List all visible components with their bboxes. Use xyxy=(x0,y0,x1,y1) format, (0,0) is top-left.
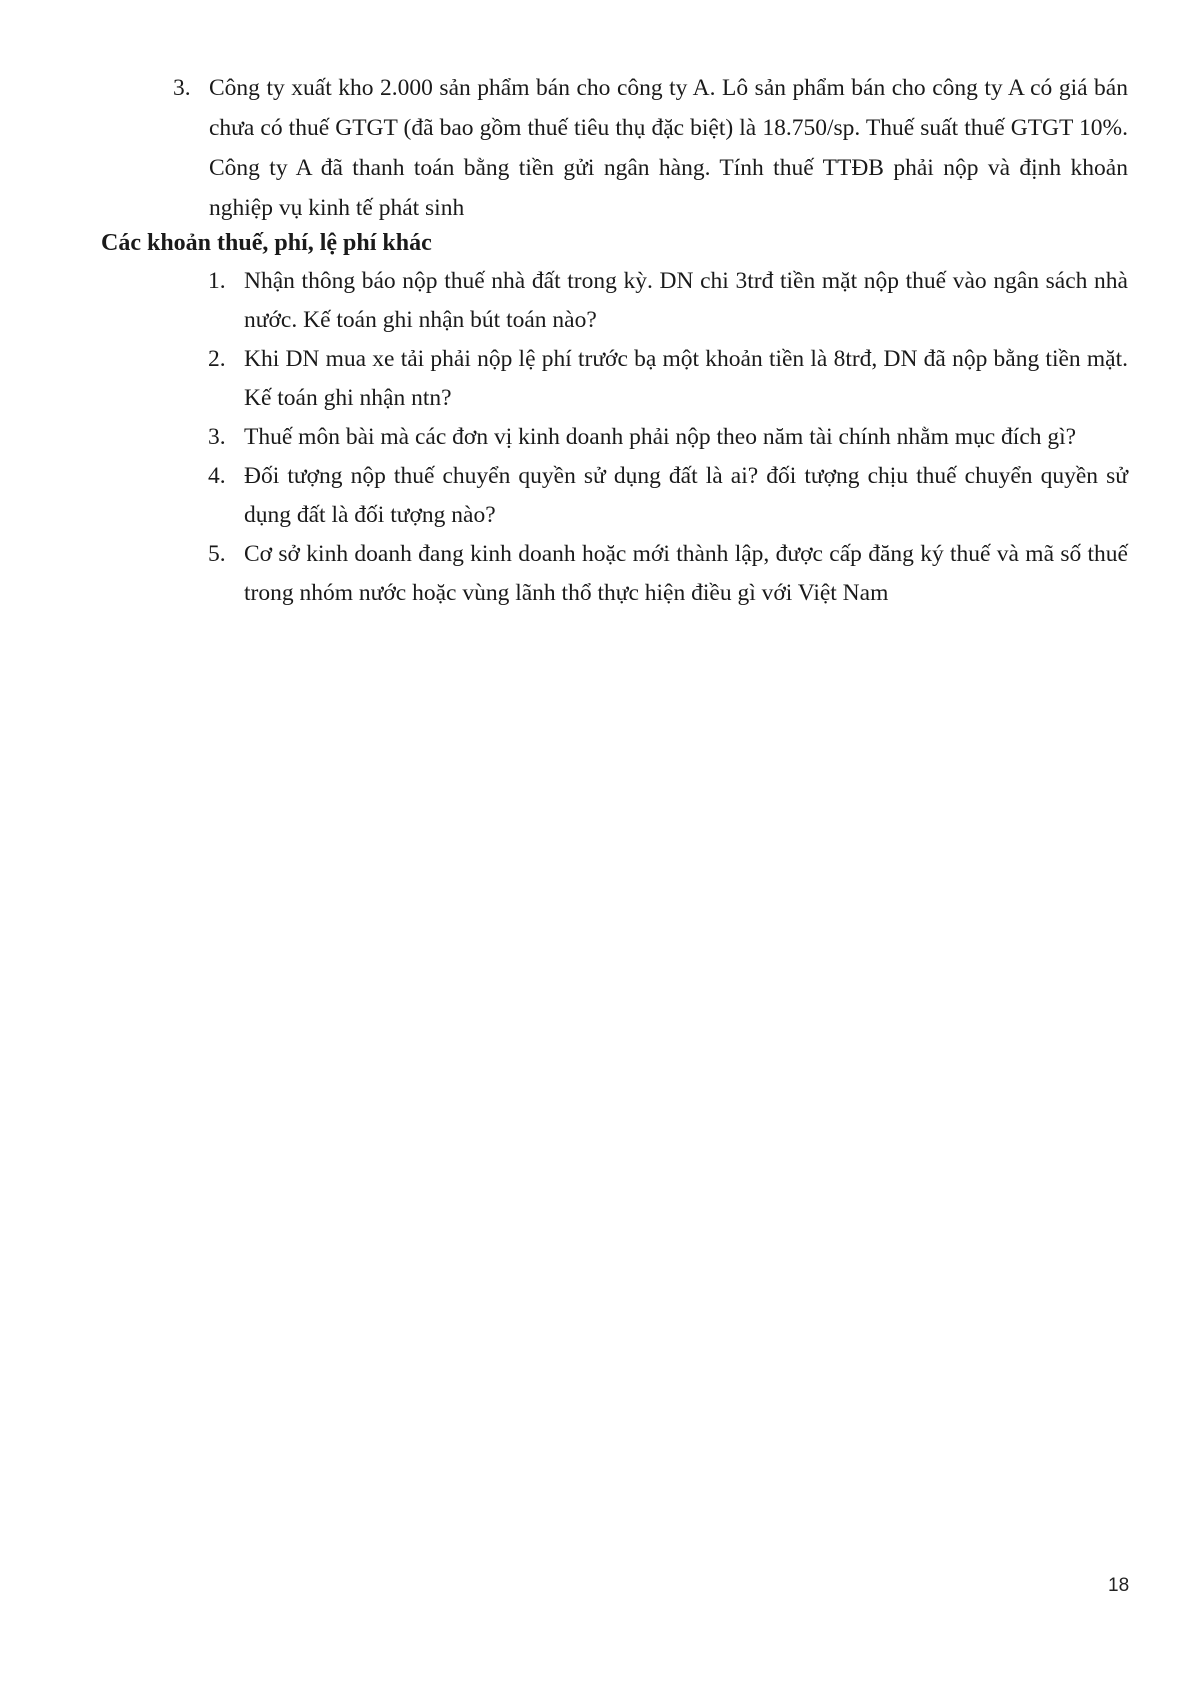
list-item xyxy=(208,457,1128,535)
list-item-number: 5. xyxy=(208,541,226,567)
list-item xyxy=(208,418,1128,457)
list-item-number: 1. xyxy=(208,268,226,294)
section-heading: Các khoản thuế, phí, lệ phí khác xyxy=(101,230,432,256)
list-item xyxy=(208,262,1128,340)
list-item-text: Thuế môn bài mà các đơn vị kinh doanh phải nộp theo năm tài chính nhằm mục đích gì? xyxy=(244,424,1077,450)
list-item-number: 2. xyxy=(208,346,226,372)
list-item-number: 3. xyxy=(208,424,226,450)
list-item-number: 3. xyxy=(173,75,191,101)
list-item-text: Đối tượng nộp thuế chuyển quyền sử dụng đất là ai? đối tượng chịu thuế chuyển quyền sử dụng đất là đối tượng nào? xyxy=(244,463,1128,528)
list-item-text: Cơ sở kinh doanh đang kinh doanh hoặc mới thành lập, được cấp đăng ký thuế và mã số thuế trong nhóm nước hoặc vùng lãnh thổ thực hiện điều gì với Việt Nam xyxy=(244,541,1128,606)
list-item-text: Công ty xuất kho 2.000 sản phẩm bán cho công ty A. Lô sản phẩm bán cho công ty A có giá bán chưa có thuế GTGT (đã bao gồm thuế tiêu thụ đặc biệt) là 18.750/sp. Thuế suất thuế GTGT 10%. Công ty A đã thanh toán bằng tiền gửi ngân hàng. Tính thuế TTĐB phải nộp và định khoản nghiệp vụ kinh tế phát sinh xyxy=(209,75,1128,221)
list-item xyxy=(208,340,1128,418)
list-item xyxy=(208,535,1128,613)
page-number: 18 xyxy=(1108,1575,1130,1596)
list-item-number: 4. xyxy=(208,463,226,489)
list-item-text: Nhận thông báo nộp thuế nhà đất trong kỳ. DN chi 3trđ tiền mặt nộp thuế vào ngân sách nhà nước. Kế toán ghi nhận bút toán nào? xyxy=(244,268,1128,333)
question-list xyxy=(208,262,1128,613)
list-item xyxy=(173,68,1128,228)
list-item-text: Khi DN mua xe tải phải nộp lệ phí trước bạ một khoản tiền là 8trđ, DN đã nộp bằng tiền mặt. Kế toán ghi nhận ntn? xyxy=(244,346,1128,411)
